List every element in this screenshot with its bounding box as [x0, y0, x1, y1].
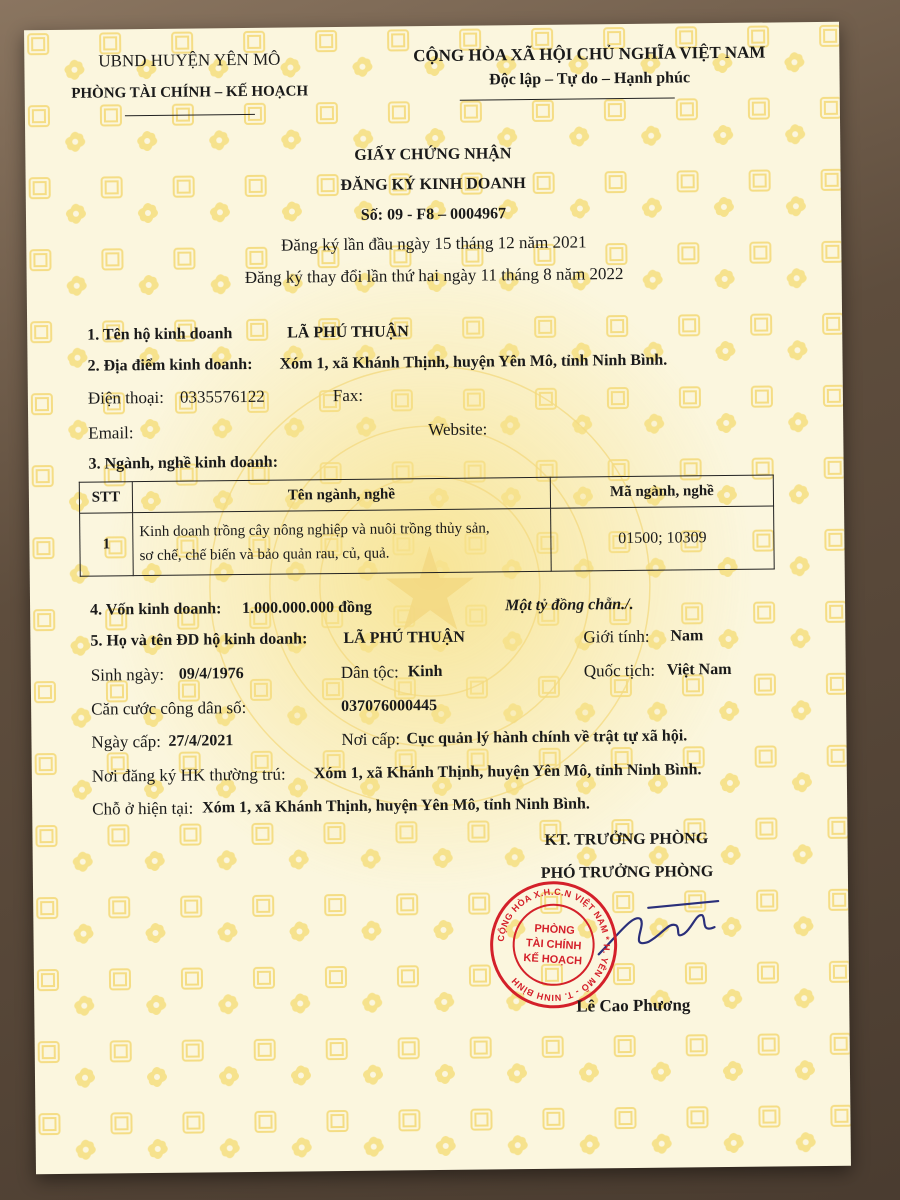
signatory-name: Lê Cao Phương: [576, 995, 691, 1016]
ethnic-value: Kinh: [407, 662, 443, 681]
issue-date-value: 27/4/2021: [168, 732, 234, 750]
row-name-line2: sơ chế, chế biến và bảo quản rau, củ, quả.: [139, 545, 390, 565]
header-right-rule: [460, 97, 675, 100]
row-name: [133, 508, 552, 575]
table-row: [80, 506, 775, 576]
business-lines-table: [79, 474, 775, 576]
permanent-residence-value: Xóm 1, xã Khánh Thịnh, huyện Yên Mô, tỉnh Ninh Bình.: [313, 761, 702, 783]
representative-name: LÃ PHÚ THUẬN: [343, 628, 466, 647]
current-residence-value: Xóm 1, xã Khánh Thịnh, huyện Yên Mô, tỉnh Ninh Bình.: [202, 795, 590, 817]
citizen-id-label: Căn cước công dân số:: [91, 698, 247, 719]
nationality-value: Việt Nam: [666, 660, 732, 679]
representative-label: 5. Họ và tên ĐD hộ kinh doanh:: [90, 630, 308, 650]
business-name-value: LÃ PHÚ THUẬN: [287, 323, 409, 342]
business-location-value: Xóm 1, xã Khánh Thịnh, huyện Yên Mô, tỉnh Ninh Bình.: [279, 351, 668, 373]
certificate-subtitle: ĐĂNG KÝ KINH DOANH: [340, 175, 526, 194]
header-left-rule: [125, 114, 255, 116]
change-registration-date: Đăng ký thay đổi lần thứ hai ngày 11 tháng 8 năm 2022: [244, 264, 624, 288]
seal-center-line3: KẾ HOẠCH: [523, 952, 583, 968]
website-label: Website:: [428, 419, 488, 440]
column-header-code: Mã ngành, nghề: [550, 475, 773, 508]
seal-center-line2: TÀI CHÍNH: [525, 937, 582, 953]
fax-label: Fax:: [332, 385, 364, 406]
nationality-label: Quốc tịch:: [583, 660, 656, 681]
seal-center-line1: PHÒNG: [534, 922, 576, 938]
current-residence-label: Chỗ ở hiện tại:: [92, 798, 194, 819]
gender-value: Nam: [670, 627, 704, 645]
signatory-position: PHÓ TRƯỞNG PHÒNG: [540, 863, 714, 882]
certificate-number: Số: 09 - F8 – 0004967: [360, 205, 507, 224]
dob-value: 09/4/1976: [178, 665, 244, 683]
issuing-authority: UBND HUYỆN YÊN MÔ: [98, 49, 281, 71]
issue-place-label: Nơi cấp:: [341, 729, 401, 750]
column-header-name: Tên ngành, nghề: [132, 477, 550, 512]
business-registration-certificate: [24, 22, 851, 1174]
permanent-residence-label: Nơi đăng ký HK thường trú:: [91, 764, 286, 786]
certificate-title: GIẤY CHỨNG NHẬN: [354, 145, 512, 164]
citizen-id-value: 037076000445: [341, 697, 438, 716]
email-label: Email:: [88, 423, 134, 443]
row-code: 01500; 10309: [551, 506, 775, 571]
signatory-title: KT. TRƯỞNG PHÒNG: [544, 830, 709, 849]
column-header-stt: STT: [79, 482, 132, 514]
gender-label: Giới tính:: [583, 626, 650, 647]
seal-ring-text: CỘNG HÒA X.H.C.N VIỆT NAM * H. YÊN MÔ - T. NINH BÌNH: [495, 886, 612, 1003]
phone-value: 0335576122: [179, 386, 265, 407]
capital-in-words: Một tỷ đồng chẵn./.: [504, 595, 634, 615]
issuing-department: PHÒNG TÀI CHÍNH – KẾ HOẠCH: [71, 83, 309, 102]
national-title: CỘNG HÒA XÃ HỘI CHỦ NGHĨA VIỆT NAM: [413, 42, 766, 66]
business-location-label: 2. Địa điểm kinh doanh:: [87, 355, 253, 375]
phone-label: Điện thoại:: [87, 387, 164, 408]
capital-value: 1.000.000.000 đồng: [242, 598, 372, 618]
capital-label: 4. Vốn kinh doanh:: [90, 600, 222, 619]
national-motto: Độc lập – Tự do – Hạnh phúc: [489, 69, 691, 89]
business-name-label: 1. Tên hộ kinh doanh: [87, 325, 233, 344]
dob-label: Sinh ngày:: [90, 664, 165, 685]
row-name-line1: Kinh doanh trồng cây nông nghiệp và nuôi trồng thủy sản,: [139, 520, 490, 541]
ethnic-label: Dân tộc:: [340, 662, 399, 683]
row-stt: 1: [80, 513, 134, 577]
issue-date-label: Ngày cấp:: [91, 731, 161, 752]
first-registration-date: Đăng ký lần đầu ngày 15 tháng 12 năm 2021: [280, 232, 587, 255]
official-red-seal: [485, 876, 622, 1013]
issue-place-value: Cục quản lý hành chính về trật tự xã hội.: [406, 727, 688, 748]
business-lines-label: 3. Ngành, nghề kinh doanh:: [88, 453, 279, 473]
